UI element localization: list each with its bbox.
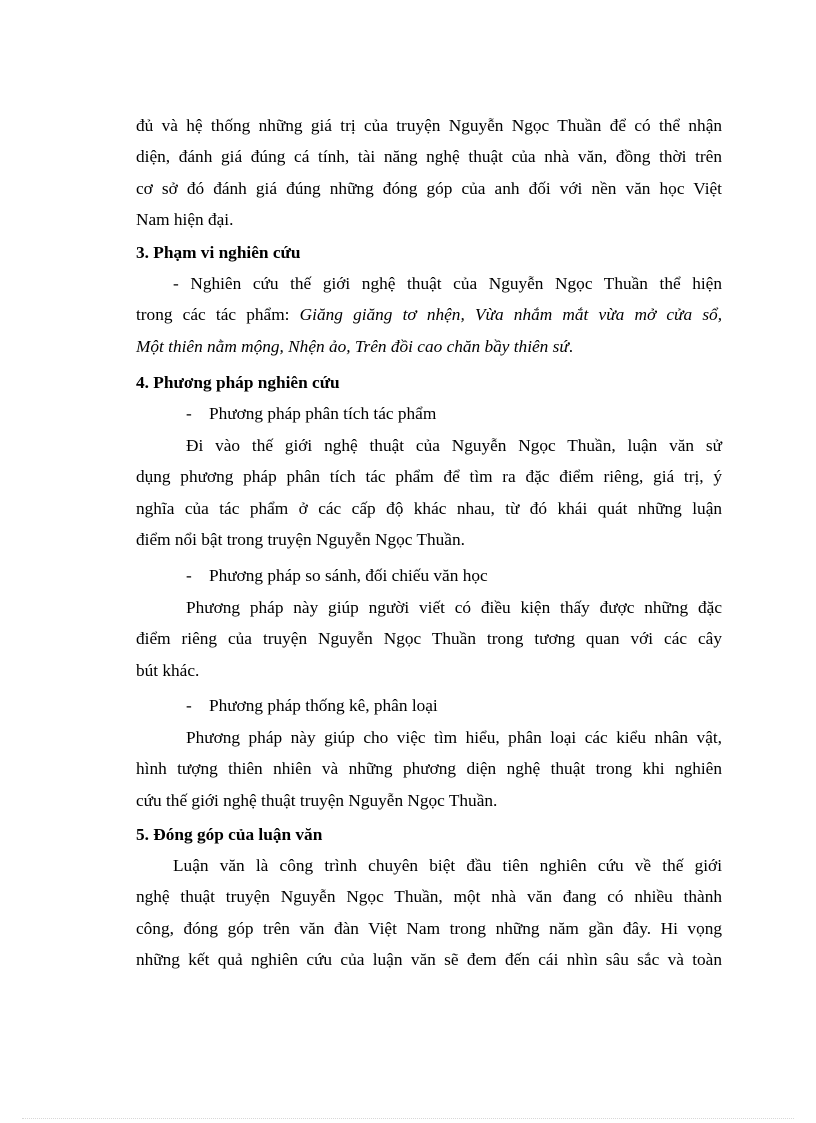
work-titles: Giăng giăng tơ nhện, Vừa nhắm mắt vừa mở cửa sổ, bbox=[299, 305, 723, 325]
text-line: hình tượng thiên nhiên và những phương diện nghệ thuật trong khi nghiên bbox=[136, 759, 722, 779]
method-2-title: Phương pháp so sánh, đối chiếu văn học bbox=[209, 566, 488, 585]
section-5-paragraph bbox=[136, 850, 722, 975]
text-line: những kết quả nghiên cứu của luận văn sẽ đem đến cái nhìn sâu sắc và toàn bbox=[136, 949, 722, 969]
work-titles: Một thiên nằm mộng, Nhện ảo, Trên đồi cao chăn bầy thiên sứ bbox=[136, 336, 569, 356]
text-line: cơ sở đó đánh giá đúng những đóng góp của anh đối với nền văn học Việt bbox=[136, 178, 722, 198]
section-3-heading: 3. Phạm vi nghiên cứu bbox=[136, 243, 301, 262]
text-line: diện, đánh giá đúng cá tính, tài năng nghệ thuật của nhà văn, đồng thời trên bbox=[136, 147, 722, 167]
method-3-paragraph bbox=[136, 722, 722, 816]
footer-divider bbox=[22, 1118, 794, 1119]
bullet-dash: - bbox=[186, 696, 192, 715]
intro-paragraph bbox=[136, 110, 722, 235]
text-line: Phương pháp này giúp người viết có điều kiện thấy được những đặc bbox=[186, 598, 722, 617]
method-2-bullet bbox=[186, 560, 488, 591]
text-line bbox=[136, 331, 722, 362]
bullet-dash: - bbox=[186, 566, 192, 585]
text-line: điểm riêng của truyện Nguyễn Ngọc Thuần trong tương quan với các cây bbox=[136, 629, 722, 649]
text-line: Phương pháp này giúp cho việc tìm hiểu, phân loại các kiểu nhân vật, bbox=[186, 728, 722, 747]
method-1-bullet bbox=[186, 398, 436, 429]
text-line: đủ và hệ thống những giá trị của truyện Nguyễn Ngọc Thuần để có thể nhận bbox=[136, 116, 722, 135]
text-line: - Nghiên cứu thế giới nghệ thuật của Nguyễn Ngọc Thuần thể hiện bbox=[173, 274, 722, 293]
text-line: dụng phương pháp phân tích tác phẩm để tìm ra đặc điểm riêng, giá trị, ý bbox=[136, 467, 722, 487]
text-line: nghệ thuật truyện Nguyễn Ngọc Thuần, một nhà văn đang có nhiều thành bbox=[136, 887, 722, 907]
text-line: nghĩa của tác phẩm ở các cấp độ khác nhau, từ đó khái quát những luận bbox=[136, 498, 722, 518]
text-line: công, đóng góp trên văn đàn Việt Nam trong những năm gần đây. Hi vọng bbox=[136, 918, 722, 938]
text-line: điểm nổi bật trong truyện Nguyễn Ngọc Thuần. bbox=[136, 529, 465, 549]
text-span: . bbox=[568, 336, 574, 356]
method-3-bullet bbox=[186, 690, 438, 721]
text-line: Đi vào thế giới nghệ thuật của Nguyễn Ngọc Thuần, luận văn sử bbox=[186, 436, 722, 455]
section-4-heading: 4. Phương pháp nghiên cứu bbox=[136, 373, 340, 392]
method-2-paragraph bbox=[136, 592, 722, 686]
text-line bbox=[136, 299, 722, 330]
section-3-paragraph bbox=[136, 268, 722, 362]
text-line: Nam hiện đại. bbox=[136, 209, 234, 229]
text-line: cứu thế giới nghệ thuật truyện Nguyễn Ngọc Thuần. bbox=[136, 790, 498, 810]
method-1-paragraph bbox=[136, 430, 722, 555]
text-line: bút khác. bbox=[136, 660, 200, 680]
method-3-title: Phương pháp thống kê, phân loại bbox=[209, 696, 438, 715]
text-line: Luận văn là công trình chuyên biệt đầu tiên nghiên cứu về thế giới bbox=[173, 856, 722, 875]
bullet-dash: - bbox=[186, 404, 192, 423]
method-1-title: Phương pháp phân tích tác phẩm bbox=[209, 404, 437, 423]
section-5-heading: 5. Đóng góp của luận văn bbox=[136, 825, 323, 844]
text-span: trong các tác phẩm: bbox=[136, 305, 300, 325]
